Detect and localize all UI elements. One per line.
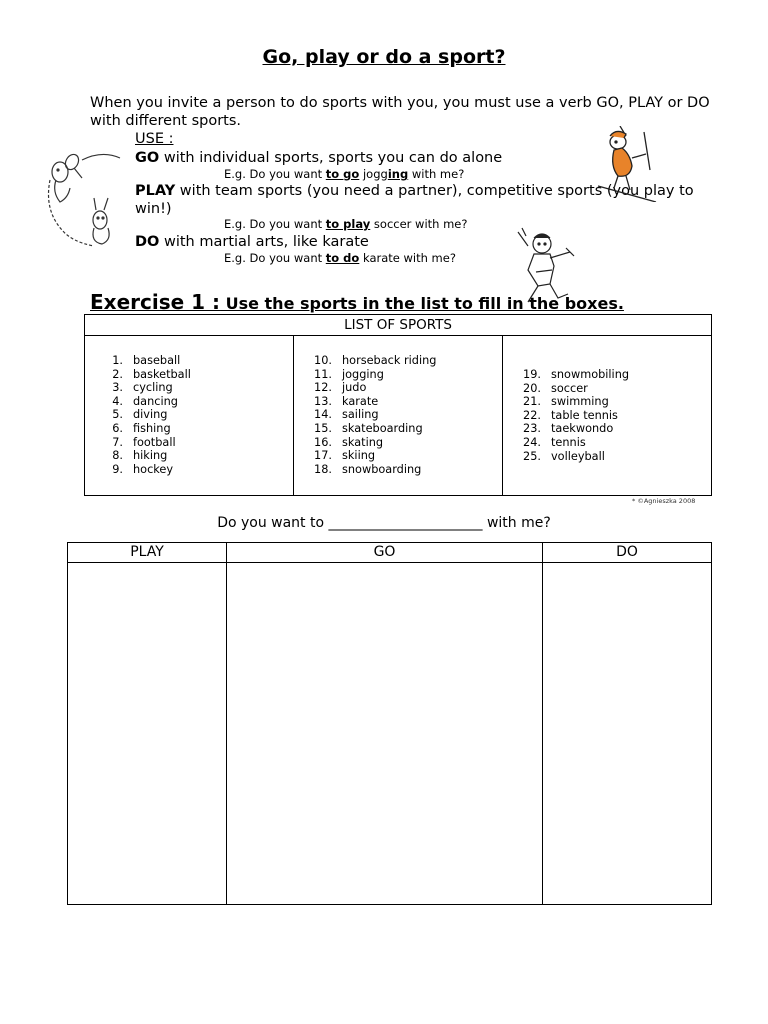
sport-name: skating [342,435,384,449]
example-verb: to play [325,217,371,231]
do-answer-area[interactable] [543,563,711,904]
sport-name: jogging [342,367,384,381]
example-prefix: E.g. Do you want [224,217,326,231]
do-rule-text: with martial arts, like karate [159,234,369,250]
sports-list-box [84,314,712,496]
sport-list-item [294,463,502,477]
sport-name: skateboarding [342,421,423,435]
go-example [224,167,464,181]
sport-name: sailing [342,408,379,422]
sport-name: table tennis [551,408,618,422]
sport-number: 22. [523,408,541,422]
sport-name: dancing [133,394,178,408]
do-example [224,251,456,265]
sport-name: basketball [133,367,191,381]
sport-number: 8. [112,449,123,463]
go-rule-text: with individual sports, sports you can do alone [159,150,503,166]
do-keyword: DO [135,234,160,250]
sport-number: 2. [112,367,123,381]
sport-name: cycling [133,381,173,395]
sport-name: horseback riding [342,354,437,367]
sport-name: snowmobiling [551,368,630,381]
sport-number: 18. [314,462,332,476]
sport-name: karate [342,394,379,408]
sport-list-item [294,395,502,409]
sport-name: hiking [133,449,168,463]
sport-list-item [294,422,502,436]
tennis-animals-illustration [42,150,128,250]
example-end: karate with me? [359,251,456,265]
sport-number: 14. [314,408,332,422]
fill-in-question: Do you want to ______________________ with me? [217,515,551,531]
example-end: with me? [408,167,465,181]
use-label: USE : [135,131,174,147]
sport-list-item [503,409,711,423]
sport-list-item [503,368,711,382]
sport-name: baseball [133,354,181,367]
sports-list-header: LIST OF SPORTS [85,315,711,336]
intro-paragraph: When you invite a person to do sports with you, you must use a verb GO, PLAY or DO with different sports. [90,95,710,129]
do-column [543,543,711,904]
play-keyword: PLAY [135,183,176,199]
sport-list-item [85,408,293,422]
sport-name: diving [133,408,168,422]
sport-list-item [294,354,502,368]
sport-number: 25. [523,449,541,463]
play-example [224,217,468,231]
sport-name: tennis [551,435,586,449]
sport-number: 21. [523,395,541,409]
sport-list-item [294,368,502,382]
sport-name: judo [342,381,367,395]
sport-list-item [294,381,502,395]
sport-number: 9. [112,462,123,476]
sport-number: 5. [112,408,123,422]
do-rule [135,233,725,251]
sport-list-item [503,450,711,464]
sport-list-item [503,422,711,436]
copyright-note: * ©Agnieszka 2008 [632,497,696,505]
sports-column-3 [503,336,711,496]
sport-number: 15. [314,421,332,435]
sport-number: 13. [314,394,332,408]
sport-list-item [503,395,711,409]
go-column [227,543,543,904]
sport-name: swimming [551,395,609,409]
sport-name: fishing [133,421,171,435]
sport-list-item [85,368,293,382]
example-prefix: E.g. Do you want [224,167,326,181]
sports-column-2 [294,336,503,496]
skier-illustration [596,126,662,202]
example-suffix: ing [387,167,409,181]
exercise-number: Exercise 1 : [90,290,221,314]
sport-list-item [85,436,293,450]
sport-list-item [85,395,293,409]
sport-name: skiing [342,449,376,463]
sport-list-item [503,382,711,396]
sport-number: 11. [314,367,332,381]
exercise-instruction: Use the sports in the list to fill in the boxes. [220,294,624,313]
sport-number: 16. [314,435,332,449]
sport-name: taekwondo [551,422,614,436]
sport-list-item [85,449,293,463]
sport-name: volleyball [551,449,605,463]
sport-number: 17. [314,449,332,463]
play-column [68,543,227,904]
sport-number: 23. [523,422,541,436]
sport-name: snowboarding [342,462,422,476]
sport-number: 7. [112,435,123,449]
play-column-header: PLAY [68,543,226,563]
sport-list-item [85,381,293,395]
example-prefix: E.g. Do you want [224,251,326,265]
do-column-header: DO [543,543,711,563]
sport-number: 24. [523,435,541,449]
answer-table [67,542,712,905]
sport-list-item [85,422,293,436]
sport-list-item [294,408,502,422]
sport-list-item [85,463,293,477]
sport-number: 19. [523,368,541,381]
sport-list-item [294,436,502,450]
example-end: soccer with me? [370,217,468,231]
sport-name: soccer [551,381,588,395]
go-column-header: GO [227,543,542,563]
sport-name: football [133,435,176,449]
play-answer-area[interactable] [68,563,226,904]
example-verb: to do [325,251,360,265]
sport-name: hockey [133,462,174,476]
sport-number: 3. [112,381,123,395]
sport-list-item [294,449,502,463]
example-verb: to go [325,167,360,181]
sports-column-1 [85,336,294,496]
sport-number: 6. [112,421,123,435]
sport-list-item [503,436,711,450]
example-mid: jogg [359,167,388,181]
go-keyword: GO [135,150,160,166]
go-answer-area[interactable] [227,563,542,904]
sport-number: 1. [112,354,123,367]
sport-number: 4. [112,394,123,408]
sport-number: 20. [523,381,541,395]
exercise-heading [90,290,624,314]
play-rule-text: with team sports (you need a partner), competitive sports (you play to win!) [135,183,694,217]
sport-number: 12. [314,381,332,395]
sport-number: 10. [314,354,332,367]
sport-list-item [85,354,293,368]
page-title: Go, play or do a sport? [262,46,506,68]
